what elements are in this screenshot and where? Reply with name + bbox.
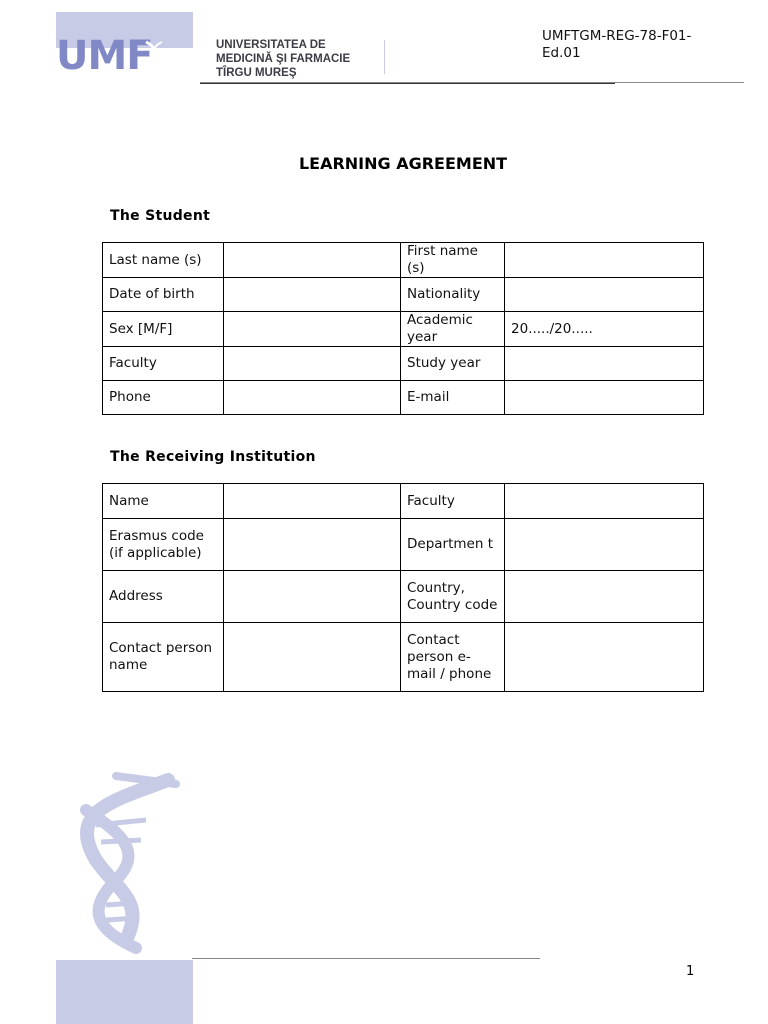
field-label: Name [103,484,224,519]
dna-helix-icon [140,40,168,76]
receiving-institution-table [102,483,704,692]
university-name-line-1: UNIVERSITATEA DE [216,39,326,51]
field-label: Nationality [401,278,505,312]
field-value[interactable] [505,347,704,381]
field-label: E-mail [401,381,505,415]
field-value[interactable] [505,243,704,278]
university-logo: UMF [56,33,153,79]
field-label: Phone [103,381,224,415]
field-value[interactable] [505,484,704,519]
document-title: LEARNING AGREEMENT [298,154,508,173]
student-table [102,242,704,415]
field-label: Sex [M/F] [103,312,224,347]
field-value[interactable] [224,571,401,623]
field-value[interactable] [505,519,704,571]
table-row [103,484,704,519]
field-label: Last name (s) [103,243,224,278]
field-label: Contact person name [103,623,224,692]
document-code-line-2: Ed.01 [542,45,581,61]
field-label: Academic year [401,312,505,347]
field-label: Faculty [103,347,224,381]
table-row [103,347,704,381]
field-value[interactable] [224,484,401,519]
table-row [103,381,704,415]
field-label: Country, Country code [401,571,505,623]
field-label: Contact person e-mail / phone [401,623,505,692]
table-row [103,571,704,623]
field-label: Study year [401,347,505,381]
document-code-line-1: UMFTGM-REG-78-F01- [542,28,692,44]
field-label: Date of birth [103,278,224,312]
field-value[interactable] [224,381,401,415]
logo-divider [384,40,385,74]
field-value[interactable] [224,519,401,571]
page-number: 1 [686,964,695,979]
field-value[interactable]: 20...../20..... [505,312,704,347]
table-row [103,312,704,347]
student-section-title: The Student [110,208,211,224]
table-row [103,243,704,278]
field-value[interactable] [224,312,401,347]
field-label: First name (s) [401,243,505,278]
footer-rule [192,958,540,959]
field-value[interactable] [505,278,704,312]
document-code [542,28,691,62]
university-name [216,38,350,80]
footer-banner [56,960,193,1024]
field-value[interactable] [224,243,401,278]
header-rule-dark [200,83,615,84]
field-value[interactable] [505,571,704,623]
university-name-line-2: MEDICINĂ ŞI FARMACIE [216,53,351,65]
field-label: Address [103,571,224,623]
field-value[interactable] [224,347,401,381]
field-value[interactable] [505,381,704,415]
field-value[interactable] [505,623,704,692]
table-row [103,623,704,692]
university-name-line-3: TÎRGU MUREŞ [216,67,297,79]
field-label: Departmen t [401,519,505,571]
field-label: Erasmus code (if applicable) [103,519,224,571]
receiving-section-title: The Receiving Institution [110,449,316,465]
field-label: Faculty [401,484,505,519]
table-row [103,278,704,312]
field-value[interactable] [224,623,401,692]
dna-helix-watermark-icon [56,770,192,955]
field-value[interactable] [224,278,401,312]
table-row [103,519,704,571]
